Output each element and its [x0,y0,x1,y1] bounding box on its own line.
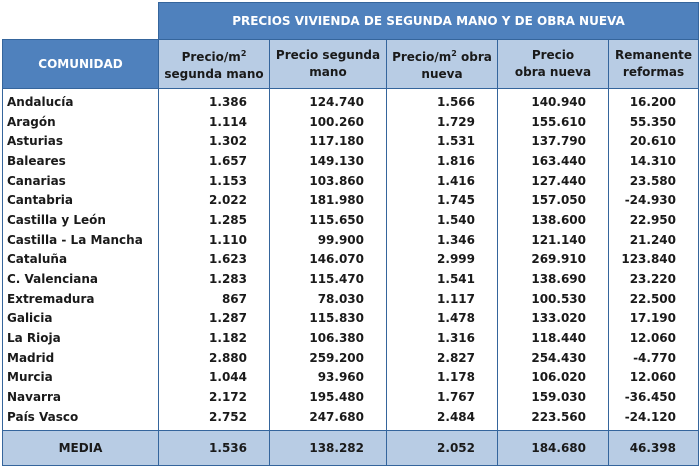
value-cell: -24.120 [609,407,699,430]
footer-cell: 2.052 [387,430,498,465]
header-sup: 2 [240,49,247,58]
value-cell: 103.860 [270,171,387,191]
value-cell: 1.657 [159,151,270,171]
community-name: País Vasco [3,407,159,430]
header-line: Remanente [614,48,693,62]
value-cell: 123.840 [609,250,699,270]
footer-cell: 46.398 [609,430,699,465]
value-cell: 155.610 [498,112,609,132]
value-cell: 1.386 [159,89,270,112]
community-name: Cantabria [3,190,159,210]
value-cell: 16.200 [609,89,699,112]
header-line: Precio segunda [275,48,381,62]
footer-row-media [3,430,699,465]
value-cell: -24.930 [609,190,699,210]
community-name: Asturias [3,131,159,151]
value-cell: 146.070 [270,250,387,270]
value-cell: 259.200 [270,348,387,368]
community-name: C. Valenciana [3,269,159,289]
table-row [3,328,699,348]
table-row [3,151,699,171]
value-cell: 2.484 [387,407,498,430]
value-cell: 1.745 [387,190,498,210]
value-cell: 55.350 [609,112,699,132]
community-name: Madrid [3,348,159,368]
value-cell: 22.500 [609,289,699,309]
value-cell: 159.030 [498,387,609,407]
value-cell: 195.480 [270,387,387,407]
header-sup: 2 [451,49,457,58]
community-name: Navarra [3,387,159,407]
value-cell: 1.117 [387,289,498,309]
value-cell: 1.816 [387,151,498,171]
footer-cell: 184.680 [498,430,609,465]
value-cell: 115.470 [270,269,387,289]
header-line: obra nueva [514,65,592,79]
corner-blank [3,3,159,40]
value-cell: 23.220 [609,269,699,289]
value-cell: 78.030 [270,289,387,309]
value-cell: 124.740 [270,89,387,112]
value-cell: 1.044 [159,368,270,388]
value-cell: 118.440 [498,328,609,348]
table-row [3,289,699,309]
community-name: Castilla - La Mancha [3,230,159,250]
value-cell: 1.346 [387,230,498,250]
value-cell: 2.880 [159,348,270,368]
value-cell: 115.830 [270,309,387,329]
value-cell: 2.752 [159,407,270,430]
footer-label: MEDIA [3,430,159,465]
value-cell: 20.610 [609,131,699,151]
value-cell: 1.623 [159,250,270,270]
value-cell: 254.430 [498,348,609,368]
table-body [3,89,699,431]
value-cell: 100.260 [270,112,387,132]
value-cell: 14.310 [609,151,699,171]
table-row [3,368,699,388]
table-title: PRECIOS VIVIENDA DE SEGUNDA MANO Y DE OBRA NUEVA [159,3,699,40]
value-cell: 1.283 [159,269,270,289]
value-cell: 115.650 [270,210,387,230]
header-price-new [498,40,609,89]
value-cell: 1.182 [159,328,270,348]
header-line: nueva [421,67,463,81]
value-cell: 12.060 [609,368,699,388]
table-row [3,112,699,132]
value-cell: 1.285 [159,210,270,230]
value-cell: 22.950 [609,210,699,230]
value-cell: 163.440 [498,151,609,171]
price-table [2,2,699,466]
value-cell: 138.690 [498,269,609,289]
value-cell: 140.940 [498,89,609,112]
value-cell: 2.999 [387,250,498,270]
value-cell: 137.790 [498,131,609,151]
value-cell: 1.566 [387,89,498,112]
community-name: La Rioja [3,328,159,348]
community-name: Murcia [3,368,159,388]
value-cell: 127.440 [498,171,609,191]
value-cell: 117.180 [270,131,387,151]
header-price-used [270,40,387,89]
value-cell: 1.541 [387,269,498,289]
value-cell: 21.240 [609,230,699,250]
table-row [3,250,699,270]
community-name: Galicia [3,309,159,329]
value-cell: 181.980 [270,190,387,210]
value-cell: 1.531 [387,131,498,151]
value-cell: 17.190 [609,309,699,329]
table-row [3,269,699,289]
value-cell: 1.110 [159,230,270,250]
value-cell: 867 [159,289,270,309]
header-line: Precio/m [181,50,241,64]
value-cell: 2.172 [159,387,270,407]
value-cell: 23.580 [609,171,699,191]
table-row [3,89,699,112]
header-line: Precio/m [392,50,452,64]
header-line: reformas [622,65,685,79]
table-row [3,309,699,329]
community-name: Aragón [3,112,159,132]
header-price-m2-new [387,40,498,89]
value-cell: 138.600 [498,210,609,230]
community-header: COMUNIDAD [3,40,159,89]
table-row [3,407,699,430]
value-cell: 1.178 [387,368,498,388]
table-row [3,387,699,407]
value-cell: 1.416 [387,171,498,191]
value-cell: 247.680 [270,407,387,430]
value-cell: 1.302 [159,131,270,151]
value-cell: 99.900 [270,230,387,250]
value-cell: 100.530 [498,289,609,309]
value-cell: 106.380 [270,328,387,348]
value-cell: 157.050 [498,190,609,210]
value-cell: 2.827 [387,348,498,368]
value-cell: 2.022 [159,190,270,210]
table-row [3,348,699,368]
value-cell: -36.450 [609,387,699,407]
footer-cell: 138.282 [270,430,387,465]
header-remaining-reforms [609,40,699,89]
value-cell: 12.060 [609,328,699,348]
value-cell: 93.960 [270,368,387,388]
value-cell: 1.153 [159,171,270,191]
header-line: mano [309,65,347,79]
value-cell: 1.540 [387,210,498,230]
value-cell: 106.020 [498,368,609,388]
value-cell: 1.478 [387,309,498,329]
table-row [3,190,699,210]
value-cell: 1.729 [387,112,498,132]
community-name: Castilla y León [3,210,159,230]
header-line: segunda mano [164,67,264,81]
value-cell: 1.287 [159,309,270,329]
community-name: Extremadura [3,289,159,309]
value-cell: 133.020 [498,309,609,329]
price-table-container [2,2,698,466]
value-cell: 1.316 [387,328,498,348]
header-price-m2-used [159,40,270,89]
table-row [3,171,699,191]
community-name: Canarias [3,171,159,191]
footer-cell: 1.536 [159,430,270,465]
community-name: Baleares [3,151,159,171]
header-line: obra [456,50,492,64]
table-row [3,210,699,230]
table-row [3,230,699,250]
value-cell: 1.767 [387,387,498,407]
community-name: Andalucía [3,89,159,112]
value-cell: -4.770 [609,348,699,368]
value-cell: 269.910 [498,250,609,270]
value-cell: 1.114 [159,112,270,132]
header-line: Precio [531,48,575,62]
value-cell: 121.140 [498,230,609,250]
community-name: Cataluña [3,250,159,270]
table-row [3,131,699,151]
value-cell: 149.130 [270,151,387,171]
value-cell: 223.560 [498,407,609,430]
